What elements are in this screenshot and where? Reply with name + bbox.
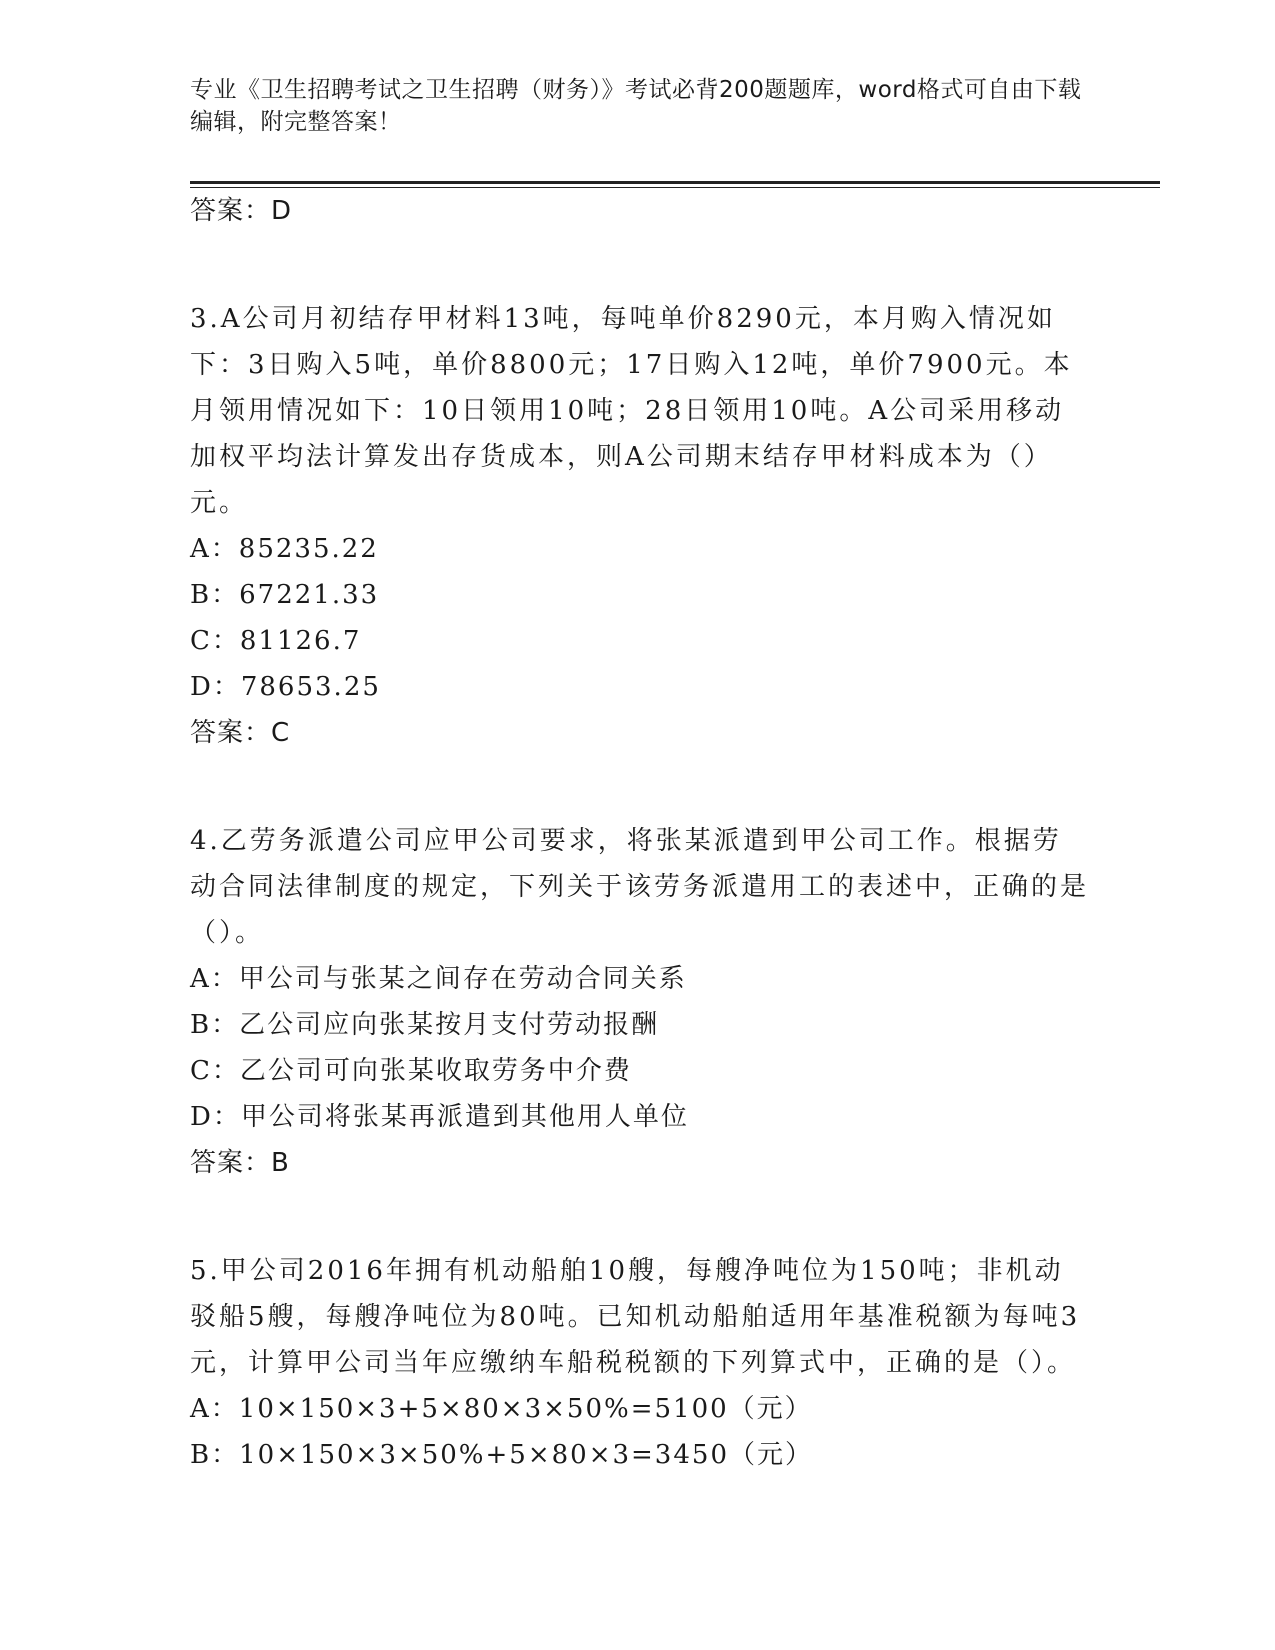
answer-value: B [271,1148,290,1178]
spacer [190,756,1090,818]
answer-line [190,710,1090,756]
header-rule-thick [190,181,1160,184]
option-b: B：乙公司应向张某按月支付劳动报酬 [190,1010,660,1040]
question-text: 3.A公司月初结存甲材料13吨，每吨单价8290元，本月购入情况如下：3日购入5吨，单价8800元；17日购入12吨，单价7900元。本月领用情况如下：10日领用10吨；28日领用10吨。A公司采用移动加权平均法计算发出存货成本，则A公司期末结存甲材料成本为（）元。 [190,304,1073,518]
question-text: 4.乙劳务派遣公司应甲公司要求，将张某派遣到甲公司工作。根据劳动合同法律制度的规定，下列关于该劳务派遣用工的表述中，正确的是（）。 [190,826,1090,948]
option-c: C：81126.7 [190,626,362,656]
option-d: D：78653.25 [190,672,381,702]
option-d: D：甲公司将张某再派遣到其他用人单位 [190,1102,689,1132]
answer-value: D [271,196,293,226]
question-block-3 [190,296,1090,756]
question-block-5 [190,1248,1090,1478]
spacer [190,234,1090,296]
answer-label: 答案： [190,196,272,226]
option-a: A：10×150×3+5×80×3×50%=5100（元） [190,1394,813,1424]
option-a: A：甲公司与张某之间存在劳动合同关系 [190,964,687,994]
answer-value: C [271,718,291,748]
option-b: B：10×150×3×50%+5×80×3=3450（元） [190,1440,813,1470]
document-body [190,188,1090,1478]
question-block-4 [190,818,1090,1186]
document-header: 专业《卫生招聘考试之卫生招聘（财务）》考试必背200题题库，word格式可自由下载编辑，附完整答案！ [190,77,1082,135]
option-a: A：85235.22 [190,534,379,564]
question-text: 5.甲公司2016年拥有机动船舶10艘，每艘净吨位为150吨；非机动驳船5艘，每艘净吨位为80吨。已知机动船舶适用年基准税额为每吨3元，计算甲公司当年应缴纳车船税税额的下列算式中，正确的是（）。 [190,1256,1081,1378]
option-c: C：乙公司可向张某收取劳务中介费 [190,1056,632,1086]
spacer [190,1186,1090,1248]
option-b: B：67221.33 [190,580,380,610]
answer-label: 答案： [190,718,272,748]
answer-line [190,1140,1090,1186]
answer-label: 答案： [190,1148,272,1178]
answer-line [190,188,1090,234]
